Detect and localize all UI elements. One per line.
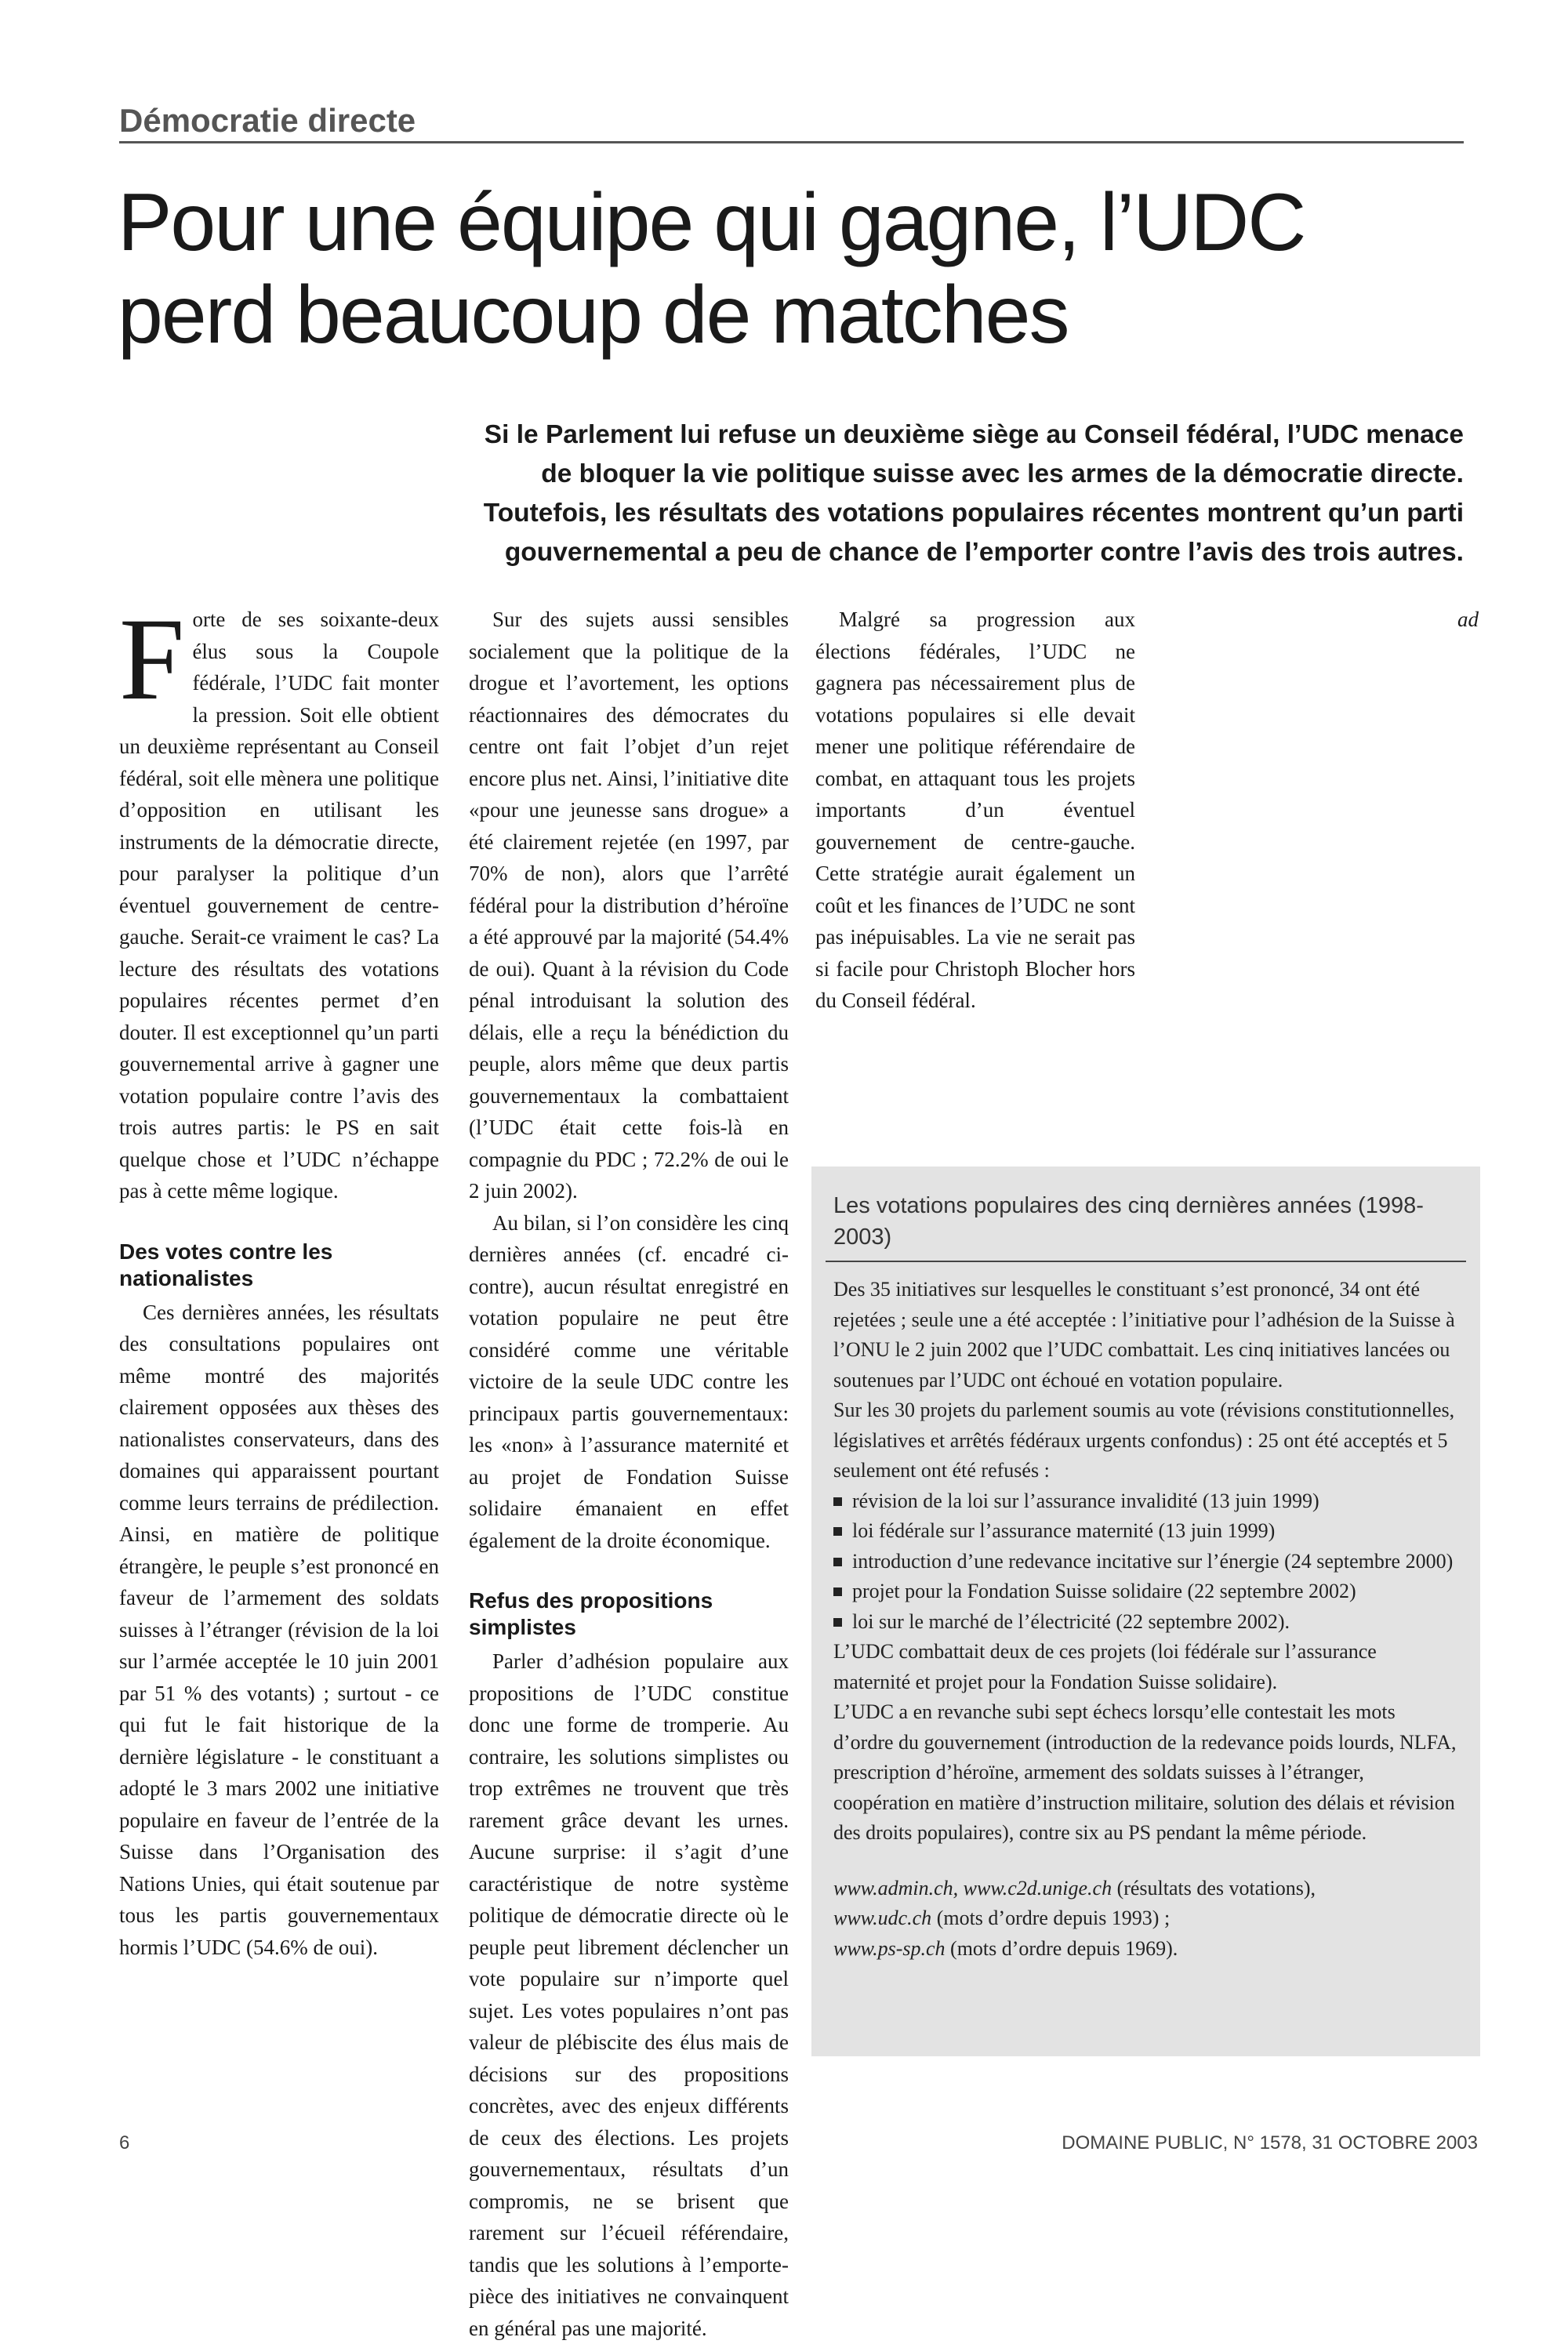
info-box-paragraph: L’UDC a en revanche subi sept échecs lorsqu’elle contestait les mots d’ordre du gouvernement (introduction de la redevance poids lourds, NLFA, prescription d’héroïne, armement des soldats suisses à l’étranger, coopération en matière d’instruction militaire, solution des délais et révision des droits populaires), contre six au PS pendant la même période.: [833, 1700, 1457, 1844]
headline-line-1: Pour une équipe qui gagne, l’UDC: [118, 177, 1305, 268]
info-box: [811, 1167, 1480, 2056]
drop-cap: F: [119, 594, 185, 724]
article-paragraph: Ces dernières années, les résultats des consultations populaires ont même montré des majorités clairement opposées aux thèses des nationalistes conservateurs, dans des domaines qui apparaissent pourtant comme leurs terrains de prédilection. Ainsi, en matière de politique étrangère, le peuple s’est prononcé en faveur de l’armement des soldats suisses à l’étranger (révision de la loi sur l’armée acceptée le 10 juin 2001 par 51 % des votants) ; surtout - ce qui fut le fait historique de la dernière législature - le constituant a adopté le 3 mars 2002 une initiative populaire en faveur de l’entrée de la Suisse dans l’Organisation des Nations Unies, qui était soutenue par tous les partis gouvernementaux hormis l’UDC (54.6% de oui).: [119, 1300, 439, 1959]
list-item: [833, 1547, 1458, 1577]
square-bullet-icon: [833, 1587, 842, 1596]
article-paragraph: Malgré sa progression aux élections fédérales, l’UDC ne gagnera pas nécessairement plus de votations populaires si elle devait mener une politique référendaire de combat, en attaquant tous les projets importants d’un éventuel gouvernement de centre-gauche. Cette stratégie aurait également un coût et les finances de l’UDC ne sont pas inépuisables. La vie ne serait pas si facile pour Christoph Blocher hors du Conseil fédéral.: [815, 608, 1135, 1012]
publication-info: DOMAINE PUBLIC, N° 1578, 31 OCTOBRE 2003: [1062, 2132, 1478, 2154]
lead-line-4: gouvernemental a peu de chance de l’emporter contre l’avis des trois autres.: [504, 538, 1464, 567]
article-paragraph: Parler d’adhésion populaire aux propositions de l’UDC constitue donc une forme de tromperie. Au contraire, les solutions simplistes ou trop extrêmes ne trouvent que très rarement grâce devant les urnes. Aucune surprise: il s’agit d’une caractéristique de notre système politique de démocratie directe où le peuple peut librement déclencher un vote populaire sur n’importe quel sujet. Les votes populaires n’ont pas valeur de plébiscite des élus mais de décisions sur des propositions concrètes, avec des enjeux différents de ceux des élections. Les projets gouvernementaux, résultats d’un compromis, ne se brisent que rarement sur l’écueil référendaire, tandis que les solutions à l’emporte-pièce des initiatives ne convainquent en général pas une majorité.: [469, 1649, 789, 2340]
article-paragraph: Sur des sujets aussi sensibles socialement que la politique de la drogue et l’avortement, les options réactionnaires des démocrates du centre ont fait l’objet d’un rejet encore plus net. Ainsi, l’initiative dite «pour une jeunesse sans drogue» a été clairement rejetée (en 1997, par 70% de non), alors que l’arrêté fédéral pour la distribution d’héroïne a été approuvé par la majorité (54.4% de oui). Quant à la révision du Code pénal introduisant la solution des délais, elle a reçu la bénédiction du peuple, alors même que deux partis gouvernementaux la combattaient (l’UDC était cette fois-là en compagnie du PDC ; 72.2% de oui le 2 juin 2002).: [469, 608, 789, 1203]
square-bullet-icon: [833, 1618, 842, 1627]
link-note: (mots d’ordre depuis 1993) ;: [931, 1907, 1171, 1929]
link-note: (mots d’ordre depuis 1969).: [945, 1936, 1178, 1960]
info-box-paragraph: L’UDC combattait deux de ces projets (loi fédérale sur l’assurance maternité et projet pour la Fondation Suisse solidaire).: [833, 1640, 1377, 1693]
list-item-text: loi sur le marché de l’électricité (22 septembre 2002).: [852, 1609, 1290, 1633]
lead-line-3: Toutefois, les résultats des votations populaires récentes montrent qu’un parti: [483, 499, 1464, 528]
list-item: [833, 1577, 1458, 1607]
list-item: [833, 1486, 1458, 1517]
article-column-2: [469, 604, 789, 2344]
list-item-text: projet pour la Fondation Suisse solidaire (22 septembre 2002): [852, 1580, 1356, 1602]
square-bullet-icon: [833, 1527, 842, 1536]
section-label: Démocratie directe: [119, 102, 1464, 143]
info-box-title: Les votations populaires des cinq dernières années (1998-2003): [826, 1190, 1466, 1262]
list-item-text: introduction d’une redevance incitative sur l’énergie (24 septembre 2000): [852, 1549, 1454, 1573]
link-admin-c2d[interactable]: www.admin.ch, www.c2d.unige.ch: [833, 1876, 1112, 1900]
list-item-text: révision de la loi sur l’assurance invalidité (13 juin 1999): [852, 1489, 1319, 1512]
article-signature: ad: [1457, 608, 1479, 631]
article-column-1: [119, 594, 439, 1963]
page-number: 6: [119, 2132, 130, 2154]
info-box-paragraph: Sur les 30 projets du parlement soumis au vote (révisions constitutionnelles, législatives et arrêtés fédéraux urgents confondus) : 25 ont été acceptés et 5 seulement ont été refusés :: [833, 1399, 1455, 1482]
list-item: [833, 1607, 1458, 1638]
list-item: [833, 1516, 1458, 1547]
info-box-body: [826, 1275, 1466, 1964]
headline: [118, 176, 1474, 361]
article-paragraph: [119, 594, 439, 1207]
article-paragraph: Au bilan, si l’on considère les cinq dernières années (cf. encadré ci-contre), aucun résultat enregistré en votation populaire ne peut être considéré comme une véritable victoire de la seule UDC contre les principaux partis gouvernementaux: les «non» à l’assurance maternité et au projet de Fondation Suisse solidaire émanaient en effet également de la droite économique.: [469, 1210, 789, 1552]
article-column-3: [815, 604, 1135, 1017]
lead-paragraph: [235, 415, 1464, 572]
link-ps[interactable]: www.ps-sp.ch: [833, 1936, 946, 1960]
lead-line-2: de bloquer la vie politique suisse avec les armes de la démocratie directe.: [541, 459, 1464, 488]
lead-line-1: Si le Parlement lui refuse un deuxième siège au Conseil fédéral, l’UDC menace: [484, 420, 1464, 449]
list-item-text: loi fédérale sur l’assurance maternité (13 juin 1999): [852, 1519, 1276, 1542]
square-bullet-icon: [833, 1497, 842, 1506]
link-note: (résultats des votations),: [1112, 1876, 1316, 1900]
refused-projects-list: [833, 1486, 1458, 1638]
subheading-refus-propositions: Refus des propositions simplistes: [469, 1588, 713, 1639]
info-box-links: [833, 1874, 1458, 1965]
article-column-4: [1159, 604, 1479, 636]
headline-line-2: perd beaucoup de matches: [118, 270, 1069, 361]
article-paragraph-text: orte de ses soixante-deux élus sous la Coupole fédérale, l’UDC fait monter la pression. Soit elle obtient un deuxième représentant au Conseil fédéral, soit elle mènera une politique d’opposition en utilisant les instruments de la démocratie directe, pour paralyser la politique d’un éventuel gouvernement de centre-gauche. Serait-ce vraiment le cas? La lecture des résultats des votations populaires récentes permet d’en douter. Il est exceptionnel qu’un parti gouvernemental arrive à gagner une votation populaire contre l’avis des trois autres partis: le PS en sait quelque chose et l’UDC n’échappe pas à cette même logique.: [119, 608, 439, 1203]
link-udc[interactable]: www.udc.ch: [833, 1907, 932, 1929]
subheading-votes-nationalistes: Des votes contre les nationalistes: [119, 1239, 333, 1290]
square-bullet-icon: [833, 1558, 842, 1566]
info-box-paragraph: Des 35 initiatives sur lesquelles le constituant s’est prononcé, 34 ont été rejetées ; seule une a été acceptée : l’initiative pour l’adhésion de la Suisse à l’ONU le 2 juin 2002 que l’UDC combattait. Les cinq initiatives lancées ou soutenues par l’UDC ont échoué en votation populaire.: [833, 1278, 1455, 1392]
